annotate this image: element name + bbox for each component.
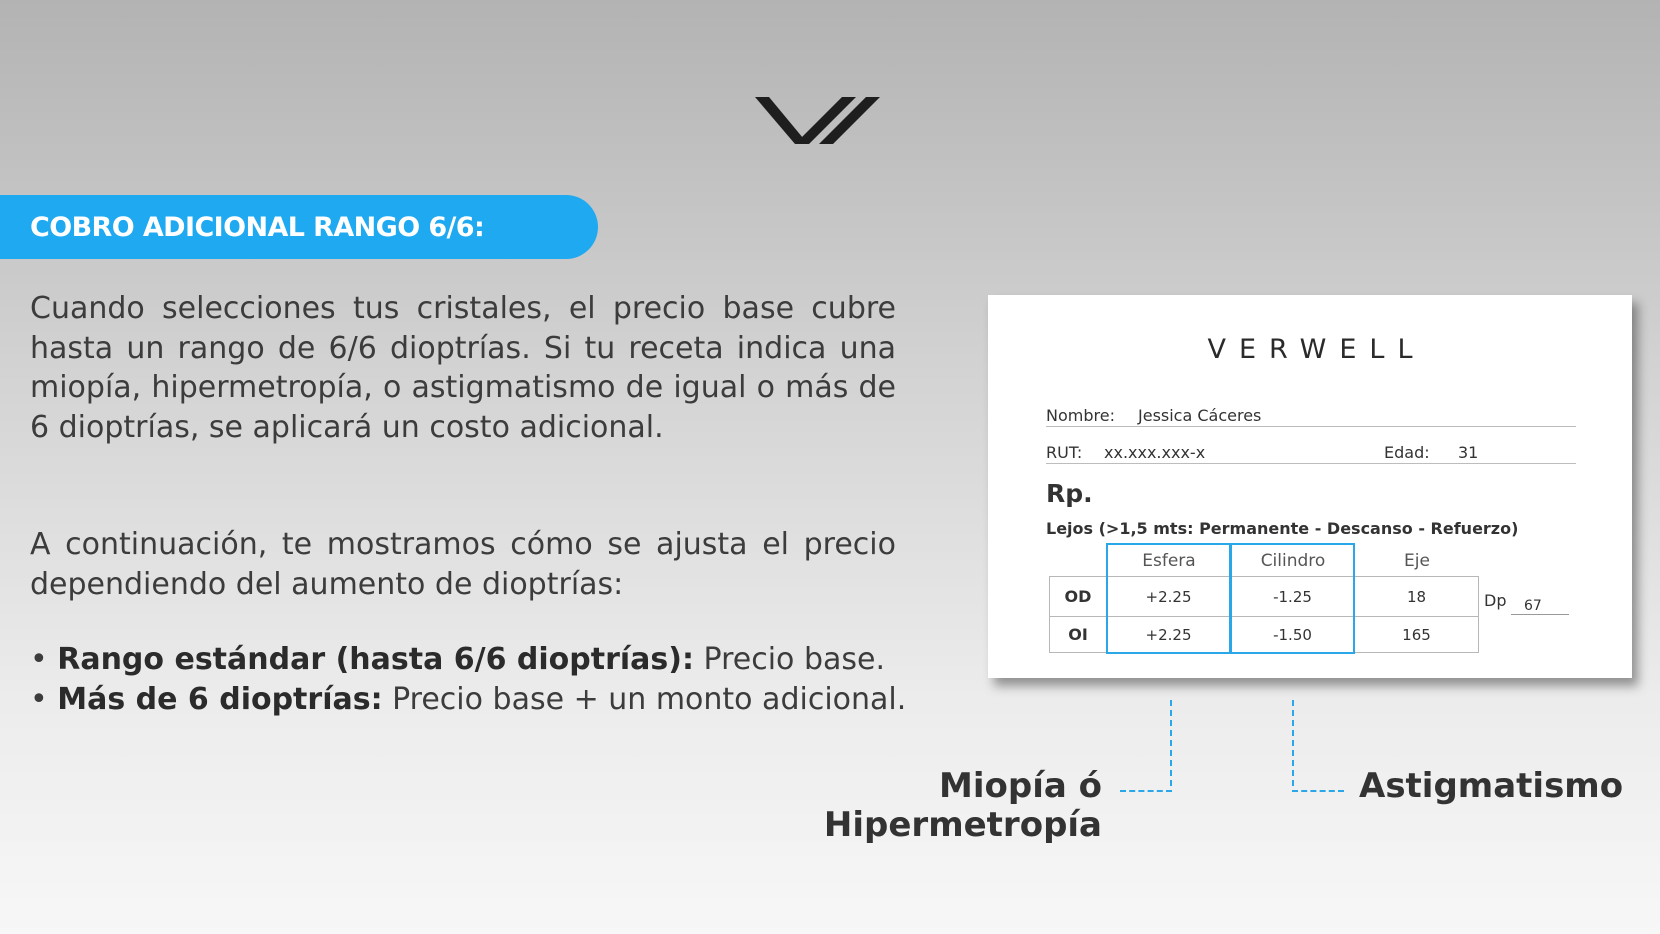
cilindro-connector-horizontal <box>1292 790 1344 792</box>
od-esfera-cell: +2.25 <box>1106 576 1231 617</box>
age-value: 31 <box>1458 443 1479 462</box>
oi-esfera-cell: +2.25 <box>1106 616 1231 653</box>
dp-underline <box>1511 614 1569 615</box>
esfera-connector-horizontal <box>1120 790 1172 792</box>
bullet-over-six: • Más de 6 dioptrías: Precio base + un monto adicional. <box>30 681 907 717</box>
explanation-paragraph: A continuación, te mostramos cómo se ajusta el precio dependiendo del aumento de dioptrías: <box>30 527 896 602</box>
age-label: Edad: <box>1384 443 1430 462</box>
dp-value: 67 <box>1524 598 1542 614</box>
name-label: Nombre: <box>1046 406 1115 425</box>
name-underline <box>1046 426 1576 427</box>
name-value: Jessica Cáceres <box>1138 406 1262 425</box>
column-header-esfera: Esfera <box>1142 551 1196 571</box>
column-header-eje: Eje <box>1404 551 1430 571</box>
prescription-card <box>988 295 1632 678</box>
rut-underline <box>1046 463 1576 464</box>
intro-paragraph: Cuando selecciones tus cristales, el precio base cubre hasta un rango de 6/6 dioptrías. Si tu receta indica una miopía, hipermetropía, o astigmatismo de igual o más de 6 dioptrías, se aplicará un costo adicional. <box>30 291 896 445</box>
brand-logo-icon <box>755 92 881 144</box>
od-eje-cell: 18 <box>1354 576 1479 617</box>
dp-label: Dp <box>1484 591 1507 610</box>
esfera-annotation: Miopía ó Hipermetropía <box>823 766 1102 845</box>
section-title: COBRO ADICIONAL RANGO 6/6: <box>30 211 485 243</box>
oi-cilindro-cell: -1.50 <box>1230 616 1355 653</box>
row-od-label: OD <box>1049 576 1107 617</box>
section-title-badge <box>0 195 598 259</box>
cilindro-annotation: Astigmatismo <box>1359 766 1624 806</box>
price-bullet-list <box>30 640 906 719</box>
bullet-standard-range: • Rango estándar (hasta 6/6 dioptrías): Precio base. <box>30 642 886 677</box>
row-oi-label: OI <box>1049 616 1107 653</box>
column-header-cilindro: Cilindro <box>1260 551 1326 571</box>
rp-heading: Rp. <box>1046 479 1093 508</box>
rut-value: xx.xxx.xxx-x <box>1104 443 1206 462</box>
distance-label: Lejos (>1,5 mts: Permanente - Descanso - Refuerzo) <box>1046 519 1519 538</box>
esfera-connector-vertical <box>1170 700 1172 786</box>
cilindro-connector-vertical <box>1292 700 1294 786</box>
rut-label: RUT: <box>1046 443 1083 462</box>
prescription-brand: VERWELL <box>1207 334 1426 365</box>
od-cilindro-cell: -1.25 <box>1230 576 1355 617</box>
oi-eje-cell: 165 <box>1354 616 1479 653</box>
